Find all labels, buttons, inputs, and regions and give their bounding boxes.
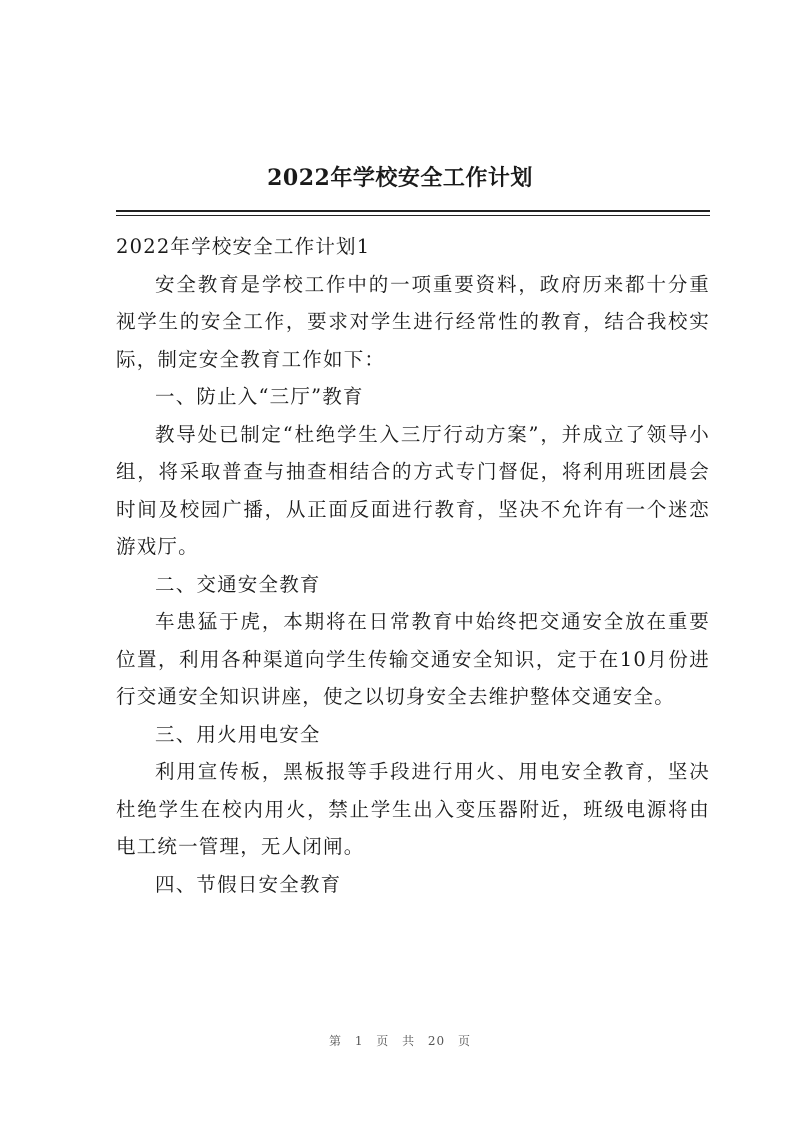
paragraph: 教导处已制定“杜绝学生入三厅行动方案”，并成立了领导小组，将采取普查与抽查相结合的方式专门督促，将利用班团晨会时间及校园广播，从正面反面进行教育，坚决不允许有一个迷恋游戏厅。	[116, 422, 710, 558]
section-heading: 二、交通安全教育	[155, 572, 321, 596]
paragraph: 车患猛于虎，本期将在日常教育中始终把交通安全放在重要位置，利用各种渠道向学生传输交通安全知识，定于在10月份进行交通安全知识讲座，使之以切身安全去维护整体交通安全。	[116, 610, 710, 708]
section-heading: 三、用火用电安全	[155, 722, 321, 746]
paragraph: 利用宣传板，黑板报等手段进行用火、用电安全教育，坚决杜绝学生在校内用火，禁止学生出入变压器附近，班级电源将由电工统一管理，无人闭闸。	[116, 760, 710, 858]
page-number: 第 1 页 共 20 页	[329, 1034, 471, 1048]
title-divider-thin	[116, 215, 710, 216]
section-heading: 四、节假日安全教育	[155, 872, 342, 896]
section-subtitle: 2022年学校安全工作计划1	[116, 235, 371, 258]
document-body	[116, 228, 710, 903]
page-title: 2022年学校安全工作计划	[267, 165, 533, 191]
paragraph: 安全教育是学校工作中的一项重要资料，政府历来都十分重视学生的安全工作，要求对学生进行经常性的教育，结合我校实际，制定安全教育工作如下：	[116, 272, 710, 371]
section-heading: 一、防止入“三厅”教育	[155, 385, 364, 408]
title-divider-thick	[116, 210, 710, 212]
